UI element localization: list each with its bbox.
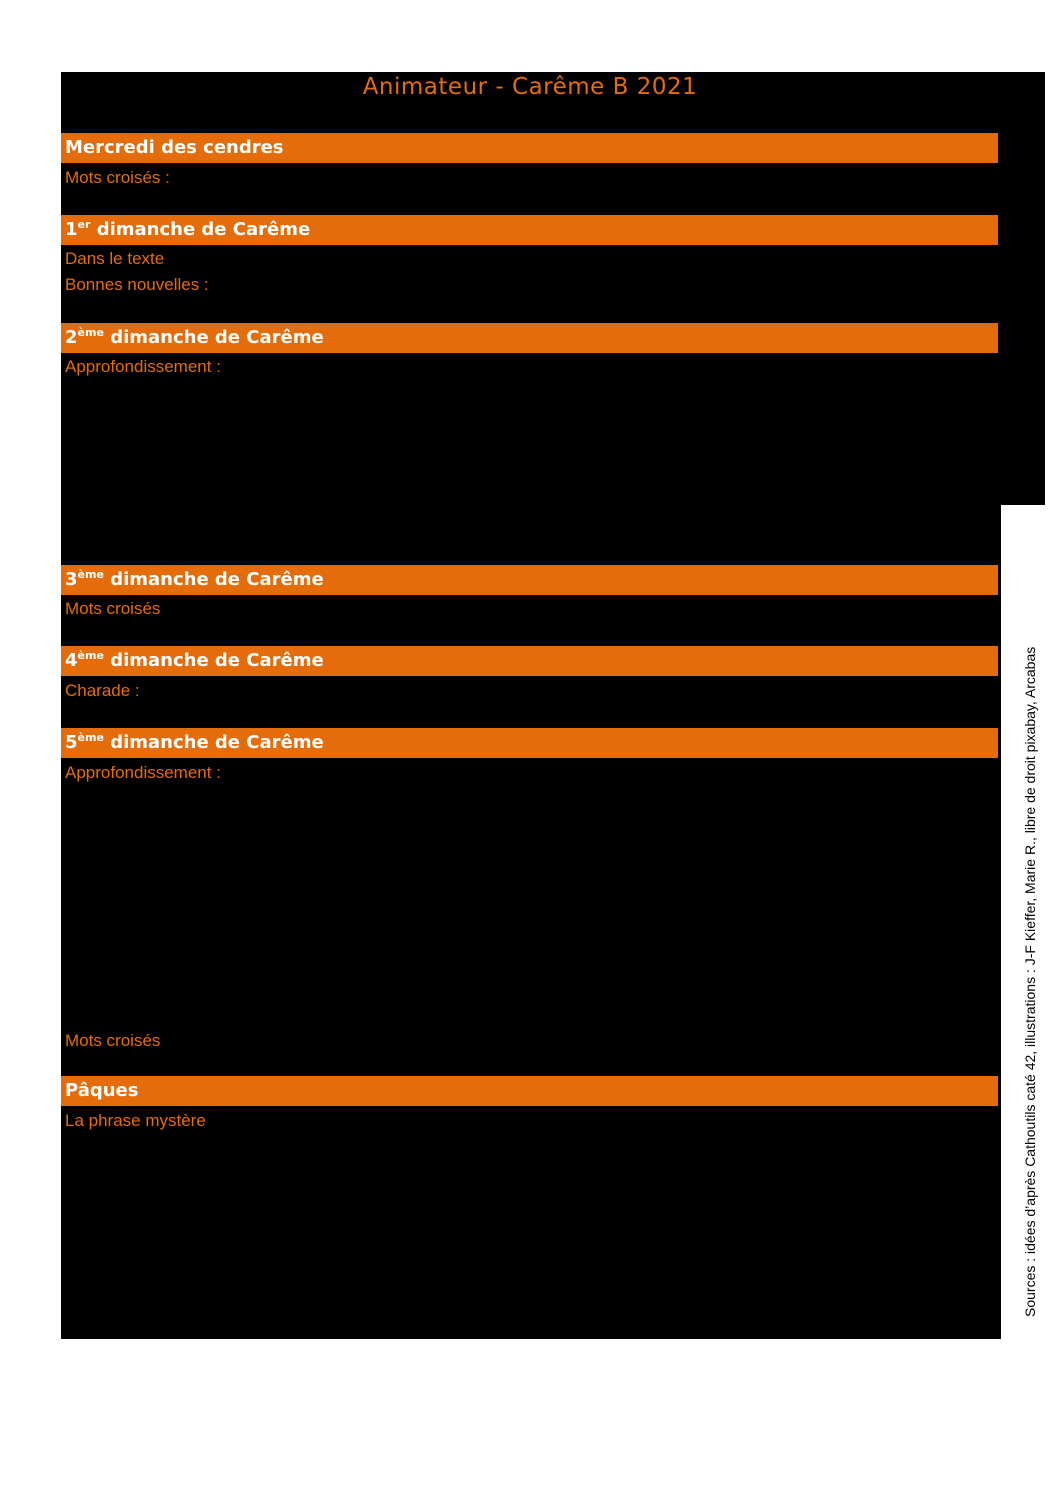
section-ordinal: er [77, 218, 91, 231]
section-number: 4 [65, 650, 78, 671]
section-title: Mercredi des cendres [65, 137, 284, 158]
section-line: Bonnes nouvelles : [65, 275, 209, 294]
section-line: Mots croisés : [65, 168, 170, 187]
section-number: 3 [65, 569, 78, 590]
section-ordinal: ème [77, 731, 104, 744]
section-title: dimanche de Carême [90, 219, 311, 240]
section-ordinal: ème [77, 568, 104, 581]
section-line: La phrase mystère [65, 1111, 206, 1130]
credits-text: Sources : idées d’après Cathoutils caté 42, illustrations : J-F Kieffer, Marie R., libre de droit pixabay, Arcabas [1022, 646, 1038, 1317]
section-line: Mots croisés [65, 1031, 161, 1050]
section-header-dimanche-4 [61, 646, 998, 676]
section-title: dimanche de Carême [103, 569, 324, 590]
section-header-dimanche-3 [61, 565, 998, 595]
section-title: dimanche de Carême [103, 650, 324, 671]
section-line: Approfondissement : [65, 763, 221, 782]
section-ordinal: ème [77, 649, 104, 662]
section-header-dimanche-5 [61, 728, 998, 758]
section-number: 2 [65, 327, 78, 348]
section-line: Dans le texte [65, 249, 165, 268]
section-header-dimanche-2 [61, 323, 998, 353]
section-line: Charade : [65, 681, 140, 700]
section-title: dimanche de Carême [103, 732, 324, 753]
page-title: Animateur - Carême B 2021 [362, 74, 698, 100]
document-sheet [61, 72, 1045, 1339]
section-line: Mots croisés [65, 599, 161, 618]
section-number: 1 [65, 219, 78, 240]
section-header-dimanche-1 [61, 215, 998, 245]
section-ordinal: ème [77, 326, 104, 339]
section-line: Approfondissement : [65, 357, 221, 376]
section-number: 5 [65, 732, 78, 753]
section-title: dimanche de Carême [103, 327, 324, 348]
section-header-paques [61, 1076, 998, 1106]
section-title: Pâques [65, 1080, 139, 1101]
section-header-mercredi-des-cendres [61, 133, 998, 163]
